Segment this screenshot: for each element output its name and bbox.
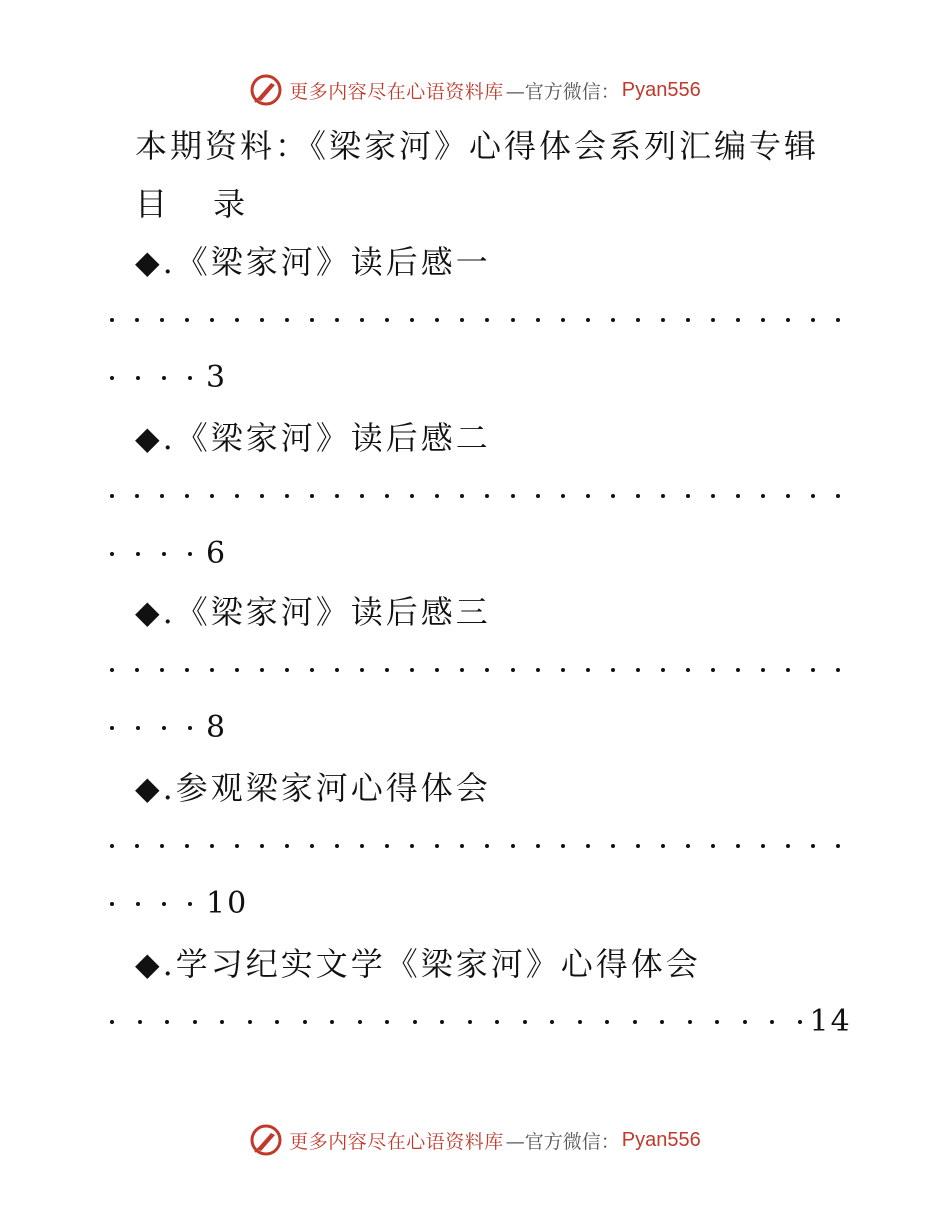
toc-item-title[interactable] bbox=[135, 418, 491, 458]
watermark-official: —官方微信： bbox=[505, 1130, 620, 1153]
bullet-marker: ◆. bbox=[135, 419, 176, 457]
quill-logo-icon bbox=[249, 1123, 283, 1157]
toc-item-label: 学习纪实文学《梁家河》心得体会 bbox=[175, 945, 701, 983]
toc-leader-dots bbox=[110, 826, 840, 866]
toc-page-number: 6 bbox=[206, 536, 228, 571]
header-watermark bbox=[0, 70, 950, 110]
toc-page-number: 10 bbox=[206, 886, 249, 921]
quill-logo-icon bbox=[249, 73, 283, 107]
watermark-text: 更多内容尽在心语资料库 bbox=[289, 1130, 504, 1153]
toc-page-number: 3 bbox=[206, 360, 228, 395]
toc-item-title[interactable] bbox=[135, 242, 491, 282]
bullet-marker: ◆. bbox=[135, 593, 176, 631]
toc-leader-dots bbox=[110, 300, 840, 340]
document-title: 本期资料：《梁家河》心得体会系列汇编专辑 bbox=[135, 127, 820, 165]
toc-leader-continuation bbox=[110, 534, 227, 574]
bullet-marker: ◆. bbox=[135, 243, 176, 281]
watermark-official: —官方微信： bbox=[505, 80, 620, 103]
footer-watermark bbox=[0, 1120, 950, 1160]
toc-item-label: 参观梁家河心得体会 bbox=[175, 769, 491, 807]
toc-leader-continuation bbox=[110, 884, 248, 924]
toc-item-label: 《梁家河》读后感三 bbox=[175, 593, 491, 631]
toc-leader-continuation bbox=[110, 358, 227, 398]
toc-item-label: 《梁家河》读后感二 bbox=[175, 419, 491, 457]
toc-item-title[interactable] bbox=[135, 768, 491, 808]
watermark-text: 更多内容尽在心语资料库 bbox=[289, 80, 504, 103]
toc-heading: 目 录 bbox=[135, 185, 264, 223]
bullet-marker: ◆. bbox=[135, 945, 176, 983]
toc-item-title[interactable] bbox=[135, 944, 701, 984]
toc-leader-dots bbox=[110, 476, 840, 516]
toc-item-title[interactable] bbox=[135, 592, 491, 632]
toc-leader-continuation bbox=[110, 1002, 852, 1042]
toc-leader-continuation bbox=[110, 708, 227, 748]
toc-page-number: 14 bbox=[809, 1004, 852, 1039]
watermark-id: Pyan556 bbox=[621, 78, 701, 101]
bullet-marker: ◆. bbox=[135, 769, 176, 807]
toc-item-label: 《梁家河》读后感一 bbox=[175, 243, 491, 281]
watermark-id: Pyan556 bbox=[621, 1128, 701, 1151]
toc-page-number: 8 bbox=[206, 710, 228, 745]
toc-leader-dots bbox=[110, 650, 840, 690]
